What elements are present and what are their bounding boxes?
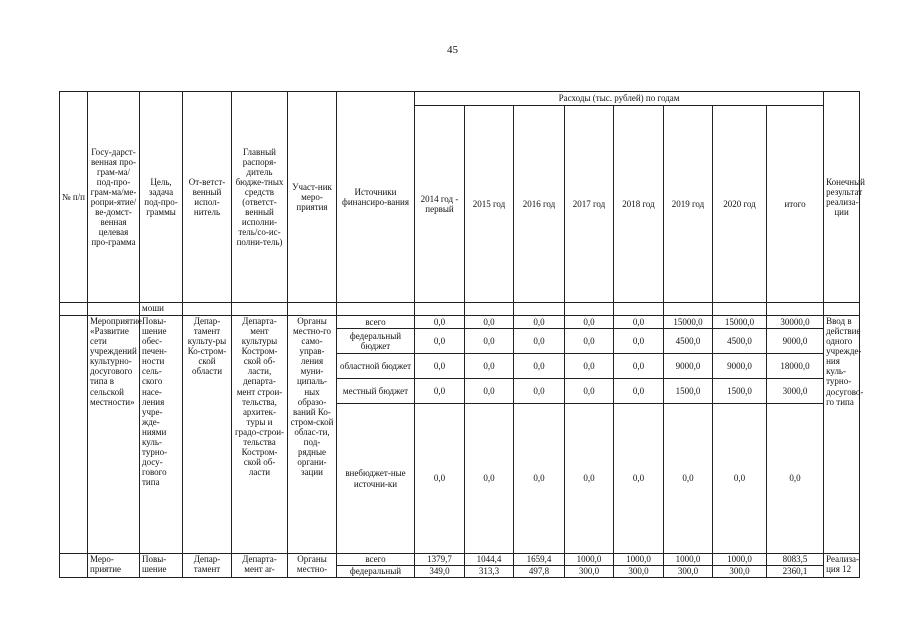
spacer-cell (288, 303, 337, 316)
value-cell: 1500,0 (713, 379, 767, 404)
value-cell: 1000,0 (565, 554, 614, 566)
value-cell: 1000,0 (713, 554, 767, 566)
value-cell: 0,0 (614, 329, 664, 354)
value-cell: 9000,0 (767, 329, 824, 354)
table-row (60, 316, 860, 329)
value-cell: 4500,0 (713, 329, 767, 354)
source-cell: областной бюджет (337, 354, 415, 379)
spacer-cell (60, 303, 88, 316)
value-cell: 0,0 (664, 404, 713, 554)
header-total: итого (767, 106, 824, 303)
value-cell: 2360,1 (767, 566, 824, 578)
block1-num (60, 316, 88, 554)
budget-table (59, 91, 865, 578)
spacer-cell (337, 303, 415, 316)
spacer-cell (232, 303, 288, 316)
header-result: Конечный результат реализа-ции (824, 92, 860, 303)
value-cell: 3000,0 (767, 379, 824, 404)
value-cell: 1044,4 (465, 554, 514, 566)
value-cell: 0,0 (514, 354, 565, 379)
value-cell: 0,0 (514, 316, 565, 329)
value-cell: 15000,0 (664, 316, 713, 329)
value-cell: 0,0 (614, 379, 664, 404)
block2-participant: Органы местно- (288, 554, 337, 578)
value-cell: 0,0 (767, 404, 824, 554)
spacer-cell (824, 303, 860, 316)
value-cell: 0,0 (415, 354, 465, 379)
header-manager: Главный распоря-дитель бюдже-тных средств (ответст-венный исполни-тель/со-ис-полни-тель) (232, 92, 288, 303)
header-row (60, 92, 860, 106)
value-cell: 300,0 (565, 566, 614, 578)
header-year-2018: 2018 год (614, 106, 664, 303)
block2-manager: Департа-мент ar- (232, 554, 288, 578)
block1-responsible: Депар-тамент культу-ры Ко-стром-ской области (183, 316, 232, 554)
header-goal: Цель, задача под-про-граммы (140, 92, 183, 303)
value-cell: 349,0 (415, 566, 465, 578)
value-cell: 0,0 (514, 329, 565, 354)
spacer-cell (415, 303, 465, 316)
value-cell: 9000,0 (713, 354, 767, 379)
source-cell: федеральный (337, 566, 415, 578)
block1-participant: Органы местно-го само-управ-ления муни-ципаль-ных образо-ваний Ко-стром-ской облас-ти, под-рядные органи-зации (288, 316, 337, 554)
value-cell: 15000,0 (713, 316, 767, 329)
value-cell: 1000,0 (614, 554, 664, 566)
spacer-row (60, 303, 860, 316)
page-number: 45 (447, 44, 458, 56)
value-cell: 0,0 (514, 404, 565, 554)
value-cell: 0,0 (565, 354, 614, 379)
value-cell: 0,0 (465, 379, 514, 404)
value-cell: 0,0 (465, 329, 514, 354)
value-cell: 300,0 (614, 566, 664, 578)
value-cell: 0,0 (465, 354, 514, 379)
value-cell: 0,0 (565, 329, 614, 354)
spacer-cell (767, 303, 824, 316)
value-cell: 1500,0 (664, 379, 713, 404)
header-num: № п/п (60, 92, 88, 303)
block2-result-line: ция 12 (826, 564, 852, 575)
value-cell: 0,0 (415, 329, 465, 354)
block1-manager: Департа-мент культуры Костром-ской об-ласти, департа-мент строи-тельства, архитек-туры и градо-строи-тельства Костром-ской об-ласти (232, 316, 288, 554)
value-cell: 18000,0 (767, 354, 824, 379)
source-cell: всего (337, 316, 415, 329)
header-expenses-group: Расходы (тыс. рублей) по годам (415, 92, 824, 106)
value-cell: 300,0 (713, 566, 767, 578)
header-year-2014: 2014 год - первый (415, 106, 465, 303)
value-cell: 1659,4 (514, 554, 565, 566)
header-year-2019: 2019 год (664, 106, 713, 303)
spacer-cell (713, 303, 767, 316)
spacer-cell (614, 303, 664, 316)
spacer-cell (88, 303, 140, 316)
spacer-cell (514, 303, 565, 316)
value-cell: 30000,0 (767, 316, 824, 329)
block1-result: Ввод в действие одного учрежде-ния куль-турно-досугово-го типа (824, 316, 860, 554)
source-cell: федеральный бюджет (337, 329, 415, 354)
header-year-2017: 2017 год (565, 106, 614, 303)
table-row (60, 554, 860, 566)
value-cell: 0,0 (415, 379, 465, 404)
value-cell: 1000,0 (664, 554, 713, 566)
value-cell: 497,8 (514, 566, 565, 578)
value-cell: 0,0 (713, 404, 767, 554)
header-year-2016: 2016 год (514, 106, 565, 303)
header-sources: Источники финансиро-вания (337, 92, 415, 303)
value-cell: 0,0 (614, 404, 664, 554)
block2-result (824, 554, 860, 578)
block2-program: Меро-приятие (88, 554, 140, 578)
value-cell: 4500,0 (664, 329, 713, 354)
block2-num (60, 554, 88, 578)
block2-goal: Повы-шение (140, 554, 183, 578)
value-cell: 0,0 (565, 316, 614, 329)
spacer-cell (183, 303, 232, 316)
block1-goal: Повы-шение обес-печен-ности сель-ского насе-ления учре-жде-ниями куль-турно-досу-гового типа (140, 316, 183, 554)
value-cell: 300,0 (664, 566, 713, 578)
block1-program: Мероприятие «Развитие сети учреждений культурно-досугового типа в сельской местности» (88, 316, 140, 554)
block2-responsible: Депар-тамент (183, 554, 232, 578)
value-cell: 0,0 (465, 404, 514, 554)
source-cell: всего (337, 554, 415, 566)
header-participant: Участ-ник меро-приятия (288, 92, 337, 303)
value-cell: 0,0 (565, 379, 614, 404)
spacer-cell (664, 303, 713, 316)
source-cell: внебюджет-ные источни-ки (337, 404, 415, 554)
value-cell: 0,0 (514, 379, 565, 404)
header-year-2020: 2020 год (713, 106, 767, 303)
source-cell: местный бюджет (337, 379, 415, 404)
block2-result-line: Реализа- (826, 554, 860, 564)
spacer-cell (565, 303, 614, 316)
value-cell: 0,0 (465, 316, 514, 329)
value-cell: 0,0 (614, 354, 664, 379)
spacer-cell (465, 303, 514, 316)
value-cell: 1379,7 (415, 554, 465, 566)
value-cell: 0,0 (415, 316, 465, 329)
header-responsible: От-ветст-венный испол-нитель (183, 92, 232, 303)
spacer-goal: моши (140, 303, 183, 316)
value-cell: 8083,5 (767, 554, 824, 566)
header-program: Госу-дарст-венная про-грам-ма/под-про-грам-ма/ме-ропри-ятие/ве-домст-венная целевая про-грамма (88, 92, 140, 303)
value-cell: 0,0 (565, 404, 614, 554)
value-cell: 313,3 (465, 566, 514, 578)
value-cell: 0,0 (614, 316, 664, 329)
header-year-2015: 2015 год (465, 106, 514, 303)
value-cell: 0,0 (415, 404, 465, 554)
value-cell: 9000,0 (664, 354, 713, 379)
